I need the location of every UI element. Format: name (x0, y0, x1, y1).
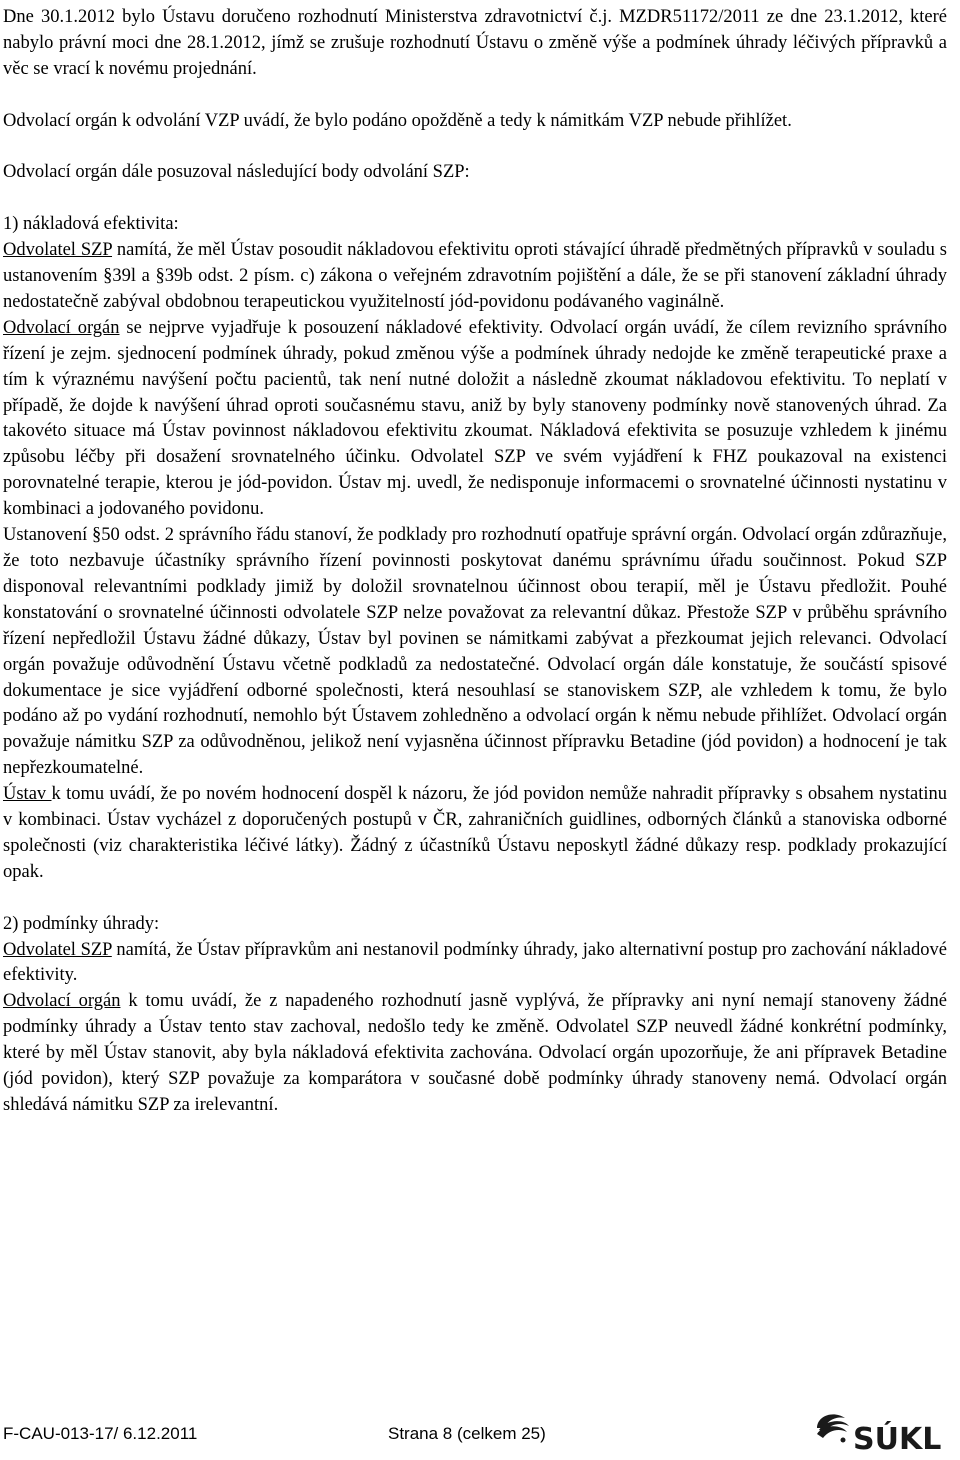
document-body (3, 5, 947, 1119)
party-label: Odvolací orgán (3, 991, 121, 1012)
page-footer (3, 1420, 947, 1457)
section-heading-cost-effectiveness: 1) nákladová efektivita: (3, 214, 179, 235)
paragraph-text: se nejprve vyjadřuje k posouzení nákladové efektivity. Odvolací orgán uvádí, že cílem revizního správního řízení je zejm. sjednocení podmínek úhrady, pokud změnou výše a podmínek úhrady nedojde ke změně terapeutické praxe a tím k výraznému navýšení počtu pacientů, tak není nutné doložit a následně zkoumat nákladovou efektivitu. To neplatí v případě, že dojde k navýšení úhrad oproti současnému stavu, aniž by byly stanoveny podmínky nově stanovených úhrad. Za takovéto situace má Ústav povinnost nákladovou efektivitu zkoumat. Nákladová efektivita se posuzuje vzhledem k jinému způsobu léčby při dosažení srovnatelného účinku. Odvolatel SZP ve svém vyjádření k FHZ poukazoval na existenci porovnatelné terapie, kterou je jód-povidon. Ústav mj. uvedl, že nedisponuje informacemi o srovnatelné účinnosti nystatinu v kombinaci a jodovaného povidonu. (3, 317, 947, 520)
paragraph-text: k tomu uvádí, že z napadeného rozhodnutí jasně vyplývá, že přípravky ani nyní nemají stanoveny žádné podmínky úhrady a Ústav tento stav zachoval, nedošlo tedy ke změně. Odvolatel SZP neuvedl žádné konkrétní podmínky, které by měl Ústav stanovit, aby byla nákladová efektivita zachována. Odvolací orgán upozorňuje, že ani přípravek Betadine (jód povidon), který SZP považuje za komparátora v současné době podmínky úhrady stanoveny nemá. Odvolací orgán shledává námitku SZP za irelevantní. (3, 991, 947, 1115)
paragraph-szp-intro: Odvolací orgán dále posuzoval následující body odvolání SZP: (3, 162, 470, 183)
page-number: Strana 8 (celkem 25) (388, 1424, 546, 1443)
paragraph-legal-provision: Ustanovení §50 odst. 2 správního řádu stanoví, že podklady pro rozhodnutí opatřuje správní orgán. Odvolací orgán zdůrazňuje, že toto nezbavuje účastníky správního řízení povinnosti poskytovat danému správnímu úřadu součinnost. Pokud SZP disponoval relevantními podklady jimiž by doložil srovnatelnou účinnost obou terapií, měl je Ústavu předložit. Pouhé konstatování o srovnatelné účinnosti odvolatele SZP nelze považovat za relevantní důkaz. Přestože SZP v průběhu správního řízení nepředložil Ústavu žádné důkazy, Ústav byl povinen se námitkami zabývat a přezkoumat jejich relevanci. Odvolací orgán považuje odůvodnění Ústavu včetně podkladů za nedostatečné. Odvolací orgán dále konstatuje, že součástí spisové dokumentace je sice vyjádření odborné společnosti, která nesouhlasí se stanoviskem SZP, ale vzhledem k tomu, že bylo podáno až po vydání rozhodnutí, nemohlo být Ústavem zohledněno a odvolací orgán k němu nebude přihlížet. Odvolací orgán považuje námitku SZP za odůvodněnou, jelikož není vyjasněna účinnost přípravku Betadine (jód povidon) a hodnocení je tak nepřezkoumatelné. (3, 525, 947, 779)
party-label: Ústav (3, 784, 52, 805)
section-heading-reimbursement-conditions: 2) podmínky úhrady: (3, 913, 160, 934)
logo-text: SÚKL (853, 1422, 942, 1457)
paragraph-institute-response-1 (3, 782, 947, 886)
party-label: Odvolací orgán (3, 317, 120, 338)
paragraph-szp-objection-2 (3, 938, 947, 990)
paragraph-appellate-response-2 (3, 989, 947, 1119)
paragraph-text: namítá, že měl Ústav posoudit nákladovou efektivitu oproti stávající úhradě předmětných přípravků v souladu s ustanovením §39l a §39b odst. 2 písm. c) zákona o veřejném zdravotním pojištění a dále, že se při stanovení základní úhrady nedostatečně zabýval obdobnou terapeutickou využitelností jód-povidonu podávaného vaginálně. (3, 240, 947, 312)
paragraph-vzp-appeal: Odvolací orgán k odvolání VZP uvádí, že bylo podáno opožděně a tedy k námitkám VZP nebude přihlížet. (3, 110, 792, 131)
paragraph-text: namítá, že Ústav přípravkům ani nestanovil podmínky úhrady, jako alternativní postup pro zachování nákladové efektivity. (3, 939, 947, 986)
paragraph-szp-objection-1 (3, 238, 947, 316)
party-label: Odvolatel SZP (3, 240, 113, 261)
party-label: Odvolatel SZP (3, 939, 112, 960)
sukl-logo (815, 1410, 955, 1458)
document-code: F-CAU-013-17/ 6.12.2011 (3, 1424, 198, 1443)
paragraph-text: k tomu uvádí, že po novém hodnocení dospěl k názoru, že jód povidon nemůže nahradit přípravky s obsahem nystatinu v kombinaci. Ústav vycházel z doporučených postupů v ČR, zahraničních guidlines, odborných článků a stanoviska odborné společnosti (viz charakteristika léčivé látky). Žádný z účastníků Ústavu neposkytl žádné důkazy resp. podklady prokazující opak. (3, 784, 947, 882)
paragraph-decision-notice: Dne 30.1.2012 bylo Ústavu doručeno rozhodnutí Ministerstva zdravotnictví č.j. MZDR51172/2011 ze dne 23.1.2012, které nabylo právní moci dne 28.1.2012, jímž se zrušuje rozhodnutí Ústavu o změně výše a podmínek úhrady léčivých přípravků a věc se vrací k novému projednání. (3, 7, 947, 79)
paragraph-appellate-response-1 (3, 316, 947, 523)
